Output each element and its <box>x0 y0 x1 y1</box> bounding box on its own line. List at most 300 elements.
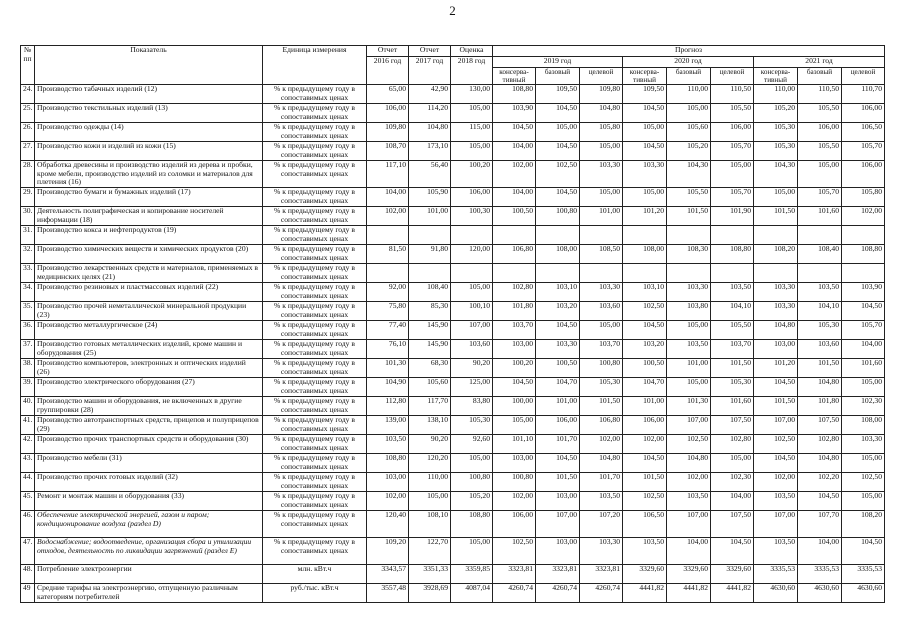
value-cell: 100,80 <box>536 207 580 226</box>
value-cell <box>667 264 711 283</box>
value-cell <box>493 264 536 283</box>
value-cell: 104,30 <box>667 161 711 188</box>
value-cell <box>493 226 536 245</box>
value-cell: 105,00 <box>842 378 885 397</box>
value-cell: 103,50 <box>754 492 798 511</box>
value-cell: 103,60 <box>798 340 842 359</box>
row-number: 40. <box>21 397 35 416</box>
value-cell: 42,90 <box>409 85 451 104</box>
value-cell <box>711 226 754 245</box>
value-cell: 105,00 <box>623 188 667 207</box>
value-cell: 103,30 <box>842 435 885 454</box>
value-cell: 101,30 <box>667 397 711 416</box>
value-cell: 3351,33 <box>409 565 451 584</box>
table-row <box>21 245 885 264</box>
value-cell: 83,80 <box>451 397 493 416</box>
value-cell: 108,40 <box>409 283 451 302</box>
value-cell: 103,30 <box>580 283 623 302</box>
value-cell <box>667 226 711 245</box>
value-cell: 105,60 <box>667 123 711 142</box>
header-indicator: Показатель <box>35 46 263 85</box>
value-cell: 104,50 <box>536 321 580 340</box>
value-cell: 105,00 <box>580 142 623 161</box>
value-cell: 4441,82 <box>711 584 754 603</box>
unit-of-measure: % к предыдущему году в сопоставимых ценах <box>263 359 367 378</box>
value-cell: 105,00 <box>451 454 493 473</box>
header-conservative-2021: консерва- тивный <box>754 68 798 85</box>
value-cell: 107,00 <box>754 511 798 538</box>
value-cell: 104,00 <box>667 538 711 565</box>
header-report-2017: Отчет <box>409 46 451 57</box>
indicator-name: Производство лекарственных средств и материалов, применяемых в медицинских целях (21) <box>35 264 263 283</box>
value-cell: 105,30 <box>754 142 798 161</box>
value-cell: 105,00 <box>623 123 667 142</box>
table-row <box>21 359 885 378</box>
row-number: 30. <box>21 207 35 226</box>
value-cell: 108,70 <box>367 142 409 161</box>
value-cell: 100,50 <box>536 359 580 378</box>
value-cell: 75,80 <box>367 302 409 321</box>
row-number: 45. <box>21 492 35 511</box>
value-cell: 91,80 <box>409 245 451 264</box>
value-cell: 101,70 <box>580 473 623 492</box>
value-cell: 106,80 <box>493 245 536 264</box>
header-estimate: Оценка <box>451 46 493 57</box>
value-cell: 85,30 <box>409 302 451 321</box>
value-cell: 108,80 <box>451 511 493 538</box>
value-cell: 112,80 <box>367 397 409 416</box>
value-cell: 102,00 <box>623 435 667 454</box>
value-cell: 110,70 <box>842 85 885 104</box>
value-cell: 56,40 <box>409 161 451 188</box>
value-cell <box>367 226 409 245</box>
value-cell: 104,80 <box>754 321 798 340</box>
value-cell: 107,50 <box>798 416 842 435</box>
indicator-name: Производство автотранспортных средств, прицепов и полуприцепов (29) <box>35 416 263 435</box>
row-number: 29. <box>21 188 35 207</box>
value-cell <box>798 226 842 245</box>
row-number: 24. <box>21 85 35 104</box>
table-row <box>21 226 885 245</box>
value-cell: 102,20 <box>798 473 842 492</box>
value-cell: 4630,60 <box>754 584 798 603</box>
value-cell: 3343,57 <box>367 565 409 584</box>
value-cell: 104,70 <box>623 378 667 397</box>
header-year-2018: 2018 год <box>451 57 493 85</box>
value-cell: 105,00 <box>409 492 451 511</box>
value-cell: 138,10 <box>409 416 451 435</box>
row-number: 25. <box>21 104 35 123</box>
value-cell <box>580 226 623 245</box>
value-cell: 114,20 <box>409 104 451 123</box>
value-cell: 101,20 <box>623 207 667 226</box>
unit-of-measure: % к предыдущему году в сопоставимых ценах <box>263 123 367 142</box>
unit-of-measure: % к предыдущему году в сопоставимых ценах <box>263 340 367 359</box>
value-cell: 105,00 <box>451 538 493 565</box>
value-cell: 109,20 <box>367 538 409 565</box>
value-cell: 105,00 <box>754 188 798 207</box>
value-cell <box>798 264 842 283</box>
value-cell: 103,20 <box>536 302 580 321</box>
value-cell: 104,80 <box>667 454 711 473</box>
indicator-name: Потребление электроэнергии <box>35 565 263 584</box>
value-cell: 104,50 <box>623 104 667 123</box>
value-cell: 102,00 <box>493 161 536 188</box>
value-cell: 103,70 <box>493 321 536 340</box>
header-report-2016: Отчет <box>367 46 409 57</box>
value-cell: 104,50 <box>536 188 580 207</box>
value-cell: 105,00 <box>451 104 493 123</box>
unit-of-measure: % к предыдущему году в сопоставимых ценах <box>263 435 367 454</box>
value-cell: 105,50 <box>667 188 711 207</box>
value-cell: 100,80 <box>493 473 536 492</box>
indicator-name: Производство электрического оборудования (27) <box>35 378 263 397</box>
value-cell: 100,10 <box>451 302 493 321</box>
value-cell: 92,00 <box>367 283 409 302</box>
value-cell: 100,50 <box>493 207 536 226</box>
value-cell: 117,70 <box>409 397 451 416</box>
value-cell: 104,50 <box>623 454 667 473</box>
unit-of-measure: % к предыдущему году в сопоставимых ценах <box>263 492 367 511</box>
value-cell <box>451 264 493 283</box>
value-cell: 101,70 <box>536 435 580 454</box>
value-cell: 103,30 <box>580 538 623 565</box>
header-year-2020: 2020 год <box>623 57 754 68</box>
value-cell: 104,80 <box>798 378 842 397</box>
value-cell: 107,50 <box>711 416 754 435</box>
value-cell: 105,20 <box>451 492 493 511</box>
value-cell: 105,00 <box>451 142 493 161</box>
value-cell: 102,80 <box>711 435 754 454</box>
table-row <box>21 123 885 142</box>
header-no: № пп <box>21 46 35 85</box>
row-number: 44. <box>21 473 35 492</box>
value-cell: 120,40 <box>367 511 409 538</box>
value-cell: 105,90 <box>409 188 451 207</box>
value-cell: 101,00 <box>623 397 667 416</box>
value-cell: 102,50 <box>493 538 536 565</box>
unit-of-measure: % к предыдущему году в сопоставимых ценах <box>263 104 367 123</box>
value-cell: 105,50 <box>711 104 754 123</box>
table-row <box>21 454 885 473</box>
value-cell <box>754 226 798 245</box>
value-cell: 105,00 <box>711 161 754 188</box>
value-cell: 81,50 <box>367 245 409 264</box>
value-cell: 107,70 <box>798 511 842 538</box>
value-cell: 3928,69 <box>409 584 451 603</box>
value-cell: 104,50 <box>754 454 798 473</box>
value-cell: 101,20 <box>754 359 798 378</box>
value-cell: 3323,81 <box>580 565 623 584</box>
value-cell <box>451 226 493 245</box>
value-cell: 103,50 <box>711 283 754 302</box>
table-row <box>21 435 885 454</box>
value-cell: 106,50 <box>842 123 885 142</box>
value-cell: 102,00 <box>667 473 711 492</box>
header-year-2021: 2021 год <box>754 57 885 68</box>
value-cell: 100,20 <box>493 359 536 378</box>
value-cell: 101,50 <box>580 397 623 416</box>
value-cell: 120,00 <box>451 245 493 264</box>
value-cell <box>623 226 667 245</box>
indicator-name: Производство мебели (31) <box>35 454 263 473</box>
value-cell: 107,00 <box>754 416 798 435</box>
value-cell: 101,00 <box>536 397 580 416</box>
value-cell: 103,30 <box>536 340 580 359</box>
table-row <box>21 283 885 302</box>
value-cell: 108,80 <box>711 245 754 264</box>
value-cell: 4260,74 <box>493 584 536 603</box>
value-cell: 130,00 <box>451 85 493 104</box>
value-cell: 139,00 <box>367 416 409 435</box>
unit-of-measure: % к предыдущему году в сопоставимых ценах <box>263 511 367 538</box>
indicator-name: Производство прочих транспортных средств и оборудования (30) <box>35 435 263 454</box>
value-cell: 173,10 <box>409 142 451 161</box>
value-cell: 4630,60 <box>842 584 885 603</box>
row-number: 47. <box>21 538 35 565</box>
value-cell: 108,80 <box>493 85 536 104</box>
value-cell: 104,00 <box>798 538 842 565</box>
table-row <box>21 340 885 359</box>
value-cell: 104,30 <box>754 161 798 188</box>
header-target-2019: целевой <box>580 68 623 85</box>
value-cell: 106,00 <box>367 104 409 123</box>
header-base-2021: базовый <box>798 68 842 85</box>
indicator-name: Производство прочих готовых изделий (32) <box>35 473 263 492</box>
row-number: 28. <box>21 161 35 188</box>
value-cell: 103,50 <box>754 538 798 565</box>
value-cell: 105,00 <box>536 123 580 142</box>
value-cell: 104,80 <box>580 104 623 123</box>
value-cell: 105,50 <box>798 104 842 123</box>
value-cell: 108,40 <box>798 245 842 264</box>
value-cell: 106,00 <box>536 416 580 435</box>
unit-of-measure: % к предыдущему году в сопоставимых ценах <box>263 161 367 188</box>
value-cell: 3329,60 <box>623 565 667 584</box>
value-cell: 110,50 <box>798 85 842 104</box>
value-cell: 105,70 <box>711 142 754 161</box>
value-cell: 3359,85 <box>451 565 493 584</box>
page-number: 2 <box>449 3 456 18</box>
value-cell: 103,00 <box>493 340 536 359</box>
unit-of-measure: % к предыдущему году в сопоставимых ценах <box>263 397 367 416</box>
header-base-2019: базовый <box>536 68 580 85</box>
value-cell: 101,60 <box>842 359 885 378</box>
value-cell: 105,60 <box>409 378 451 397</box>
value-cell: 108,20 <box>842 511 885 538</box>
value-cell: 105,30 <box>451 416 493 435</box>
value-cell: 106,00 <box>798 123 842 142</box>
unit-of-measure: % к предыдущему году в сопоставимых ценах <box>263 264 367 283</box>
value-cell: 105,50 <box>711 321 754 340</box>
value-cell: 104,00 <box>493 188 536 207</box>
value-cell: 102,30 <box>842 397 885 416</box>
row-number: 33. <box>21 264 35 283</box>
value-cell: 105,20 <box>667 142 711 161</box>
value-cell <box>580 264 623 283</box>
value-cell: 109,50 <box>536 85 580 104</box>
value-cell: 90,20 <box>409 435 451 454</box>
value-cell: 104,10 <box>711 302 754 321</box>
value-cell: 106,80 <box>580 416 623 435</box>
indicator-name: Средние тарифы на электроэнергию, отпущенную различным категориям потребителей <box>35 584 263 603</box>
value-cell: 65,00 <box>367 85 409 104</box>
value-cell: 101,50 <box>623 473 667 492</box>
value-cell: 103,90 <box>842 283 885 302</box>
header-conservative-2020: консерва- тивный <box>623 68 667 85</box>
header-unit: Единица измерения <box>263 46 367 85</box>
value-cell: 101,80 <box>798 397 842 416</box>
value-cell: 101,60 <box>798 207 842 226</box>
row-number: 31. <box>21 226 35 245</box>
value-cell: 108,30 <box>667 245 711 264</box>
indicator-name: Производство машин и оборудования, не включенных в другие группировки (28) <box>35 397 263 416</box>
header-target-2020: целевой <box>711 68 754 85</box>
value-cell: 4087,04 <box>451 584 493 603</box>
table-row <box>21 565 885 584</box>
indicator-name: Производство текстильных изделий (13) <box>35 104 263 123</box>
unit-of-measure: % к предыдущему году в сопоставимых ценах <box>263 188 367 207</box>
value-cell: 4441,82 <box>623 584 667 603</box>
value-cell: 104,50 <box>493 123 536 142</box>
value-cell: 145,90 <box>409 321 451 340</box>
value-cell: 90,20 <box>451 359 493 378</box>
unit-of-measure: % к предыдущему году в сопоставимых ценах <box>263 283 367 302</box>
value-cell: 107,00 <box>451 321 493 340</box>
value-cell: 102,50 <box>623 492 667 511</box>
unit-of-measure: % к предыдущему году в сопоставимых ценах <box>263 207 367 226</box>
value-cell: 104,80 <box>580 454 623 473</box>
value-cell: 102,50 <box>842 473 885 492</box>
indicator-name: Обработка древесины и производство изделий из дерева и пробки, кроме мебели, производство изделий из соломки и материалов для плетения (16) <box>35 161 263 188</box>
row-number: 41. <box>21 416 35 435</box>
value-cell: 105,70 <box>842 321 885 340</box>
indicator-name: Производство бумаги и бумажных изделий (17) <box>35 188 263 207</box>
unit-of-measure: руб./тыс. кВт.ч <box>263 584 367 603</box>
value-cell: 104,50 <box>711 538 754 565</box>
indicator-name: Производство готовых металлических изделий, кроме машин и оборудования (25) <box>35 340 263 359</box>
value-cell: 104,50 <box>842 538 885 565</box>
header-forecast: Прогноз <box>493 46 885 57</box>
value-cell: 102,00 <box>754 473 798 492</box>
value-cell: 104,50 <box>493 378 536 397</box>
value-cell: 101,00 <box>409 207 451 226</box>
table-row <box>21 511 885 538</box>
value-cell: 77,40 <box>367 321 409 340</box>
value-cell: 3335,53 <box>798 565 842 584</box>
table-row <box>21 161 885 188</box>
row-number: 39. <box>21 378 35 397</box>
value-cell: 108,10 <box>409 511 451 538</box>
unit-of-measure: % к предыдущему году в сопоставимых ценах <box>263 473 367 492</box>
table-row <box>21 473 885 492</box>
value-cell: 104,80 <box>409 123 451 142</box>
value-cell: 108,00 <box>842 416 885 435</box>
value-cell: 3323,81 <box>536 565 580 584</box>
indicator-name: Производство химических веществ и химических продуктов (20) <box>35 245 263 264</box>
value-cell: 101,50 <box>754 207 798 226</box>
value-cell: 102,00 <box>493 492 536 511</box>
value-cell: 104,50 <box>798 492 842 511</box>
value-cell: 105,30 <box>754 123 798 142</box>
value-cell: 108,20 <box>754 245 798 264</box>
value-cell: 103,10 <box>623 283 667 302</box>
value-cell: 145,90 <box>409 340 451 359</box>
header-year-2017: 2017 год <box>409 57 451 85</box>
table-row <box>21 188 885 207</box>
header-target-2021: целевой <box>842 68 885 85</box>
row-number: 49 <box>21 584 35 603</box>
indicator-name: Производство одежды (14) <box>35 123 263 142</box>
unit-of-measure: % к предыдущему году в сопоставимых ценах <box>263 245 367 264</box>
value-cell: 101,00 <box>580 207 623 226</box>
value-cell: 104,00 <box>493 142 536 161</box>
indicator-name: Производство резиновых и пластмассовых изделий (22) <box>35 283 263 302</box>
value-cell: 106,00 <box>842 161 885 188</box>
value-cell: 102,50 <box>536 161 580 188</box>
table-row <box>21 492 885 511</box>
table-row <box>21 264 885 283</box>
value-cell: 101,50 <box>798 359 842 378</box>
table-header <box>21 46 885 85</box>
value-cell: 101,10 <box>493 435 536 454</box>
value-cell: 103,00 <box>493 454 536 473</box>
value-cell: 108,50 <box>580 245 623 264</box>
value-cell: 100,50 <box>623 359 667 378</box>
forecast-table <box>20 45 885 603</box>
value-cell: 103,10 <box>536 283 580 302</box>
value-cell: 108,00 <box>623 245 667 264</box>
value-cell: 105,80 <box>580 123 623 142</box>
table-row <box>21 321 885 340</box>
header-conservative-2019: консерва- тивный <box>493 68 536 85</box>
value-cell <box>409 264 451 283</box>
value-cell: 100,30 <box>451 207 493 226</box>
value-cell: 107,20 <box>580 511 623 538</box>
value-cell: 107,00 <box>536 511 580 538</box>
row-number: 48. <box>21 565 35 584</box>
value-cell: 3329,60 <box>711 565 754 584</box>
indicator-name: Производство табачных изделий (12) <box>35 85 263 104</box>
value-cell: 3335,53 <box>754 565 798 584</box>
value-cell: 103,50 <box>367 435 409 454</box>
value-cell: 4630,60 <box>798 584 842 603</box>
value-cell: 4260,74 <box>536 584 580 603</box>
value-cell <box>409 226 451 245</box>
value-cell: 120,20 <box>409 454 451 473</box>
row-number: 34. <box>21 283 35 302</box>
value-cell: 105,70 <box>842 142 885 161</box>
table-row <box>21 584 885 603</box>
value-cell: 105,00 <box>580 321 623 340</box>
value-cell: 105,00 <box>798 161 842 188</box>
value-cell <box>536 264 580 283</box>
value-cell: 104,50 <box>842 302 885 321</box>
value-cell: 102,00 <box>842 207 885 226</box>
value-cell: 105,30 <box>711 378 754 397</box>
value-cell: 102,30 <box>711 473 754 492</box>
value-cell: 102,80 <box>493 283 536 302</box>
row-number: 37. <box>21 340 35 359</box>
value-cell: 115,00 <box>451 123 493 142</box>
value-cell: 102,00 <box>580 435 623 454</box>
value-cell: 106,50 <box>623 511 667 538</box>
value-cell: 101,90 <box>711 207 754 226</box>
value-cell: 104,50 <box>623 142 667 161</box>
value-cell: 110,00 <box>409 473 451 492</box>
value-cell: 106,00 <box>493 511 536 538</box>
value-cell: 103,30 <box>754 283 798 302</box>
